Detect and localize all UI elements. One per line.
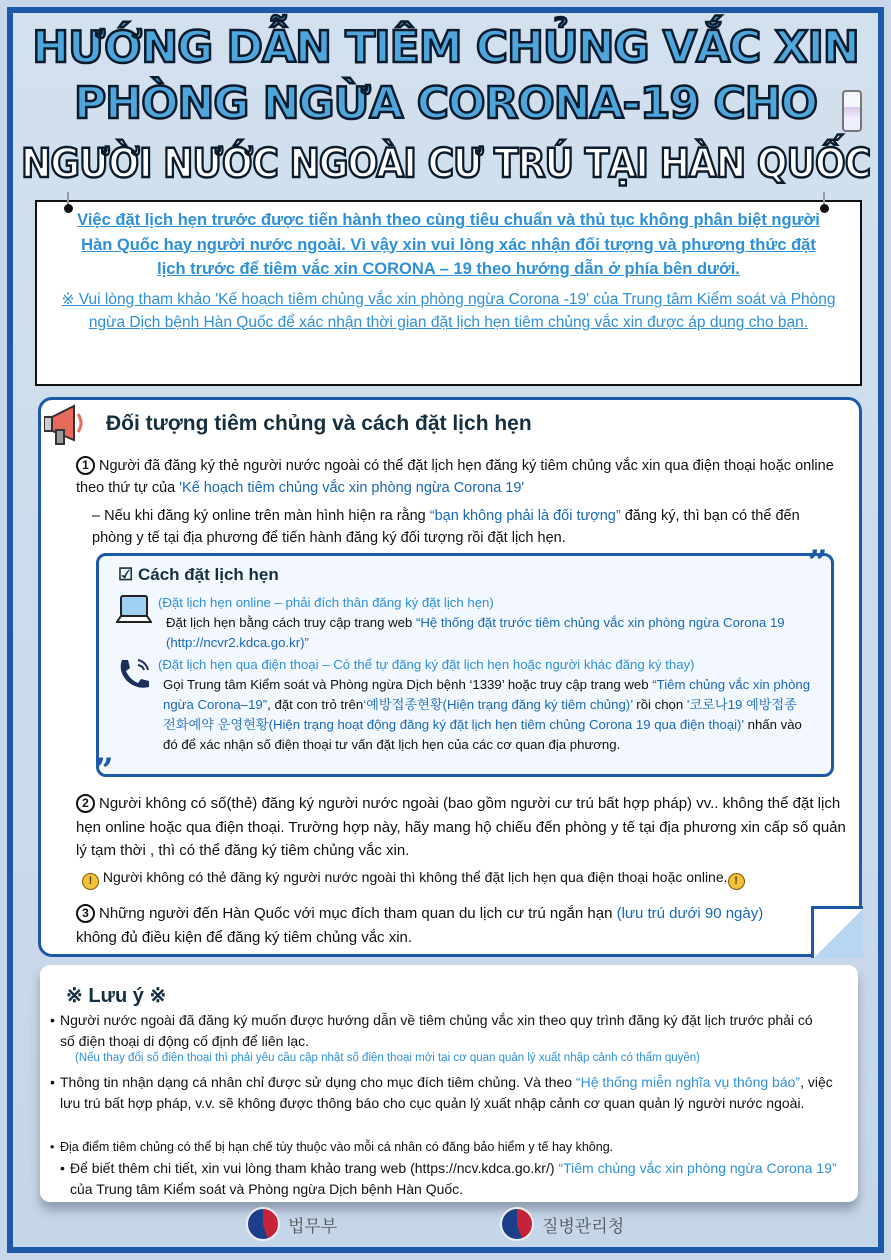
warning-line [82,866,862,890]
ncv-link[interactable]: “Tiêm chủng vắc xin phòng ngừa Corona 19” [558,1160,837,1176]
sub-1-text: – Nếu khi đăng ký online trên màn hình hiện ra rằng [92,508,430,524]
phone-booking-text [163,675,813,755]
logo-2-text: 질병관리청 [542,1216,625,1236]
note-2-text: Thông tin nhận dạng cá nhân chỉ được sử dụng cho mục đích tiêm chủng. Và theo [60,1074,576,1090]
intro-box [35,200,862,386]
intro-main-text: Việc đặt lịch hẹn trước được tiến hành theo cùng tiêu chuẩn và thủ tục không phân biệt người Hàn Quốc hay người nước ngoài. Vì vậy xin vui lòng xác nhận đối tượng và phương thức đặt lịch trước để tiêm vắc xin CORONA – 19 theo hướng dẫn ở phía bên dưới. [77,211,820,278]
note-heading: ※ Lưu ý ※ [66,985,167,1007]
note-2-system: “Hệ thống miễn nghĩa vụ thông báo” [575,1074,801,1090]
taegeuk-icon [246,1207,280,1241]
item-2 [76,792,846,863]
phone-icon [116,656,152,692]
phone-text-3: rồi chọn [632,697,687,712]
booking-methods-heading [118,565,279,585]
title-line-1: HƯỚNG DẪN TIÊM CHỦNG VẮC XIN [32,22,859,73]
vaccine-site-link[interactable]: “Tiêm chủng vắc xin phòng ngừa Corona–19” [163,677,811,712]
phone-booking-title: (Đặt lịch hẹn qua điện thoại – Có thể tự đăng ký đặt lịch hẹn hoặc người khác đăng ký thay) [158,657,695,672]
quote-open-icon: ” [94,751,114,791]
number-badge: 2 [76,794,95,813]
title-line-1-wrap [0,24,891,72]
item-3 [76,902,786,949]
checkbox-icon: ☑ [118,565,134,584]
pin-icon [820,192,828,214]
online-text: Đặt lịch hẹn bằng cách truy cập trang web [166,615,416,630]
item-2-text: Người không có số(thẻ) đăng ký người nước ngoài (bao gồm người cư trú bất hợp pháp) vv.. không thể đặt lịch hẹn online hoặc qua điện thoại. Trường hợp này, hãy mang hộ chiếu đến phòng y tế tại địa phương xin cấp số quản lý tạm thời , thì có thể đăng ký tiêm chủng vắc xin. [76,795,846,859]
warning-icon: ! [82,873,99,890]
vaccine-vial-icon [842,90,862,132]
megaphone-icon [44,400,100,450]
phone-text-4: nhấn vào đó để xác nhận số điện thoại tư vấn đặt lịch hẹn của các cơ quan địa phương. [163,717,802,752]
note-bullet-1-small: (Nếu thay đổi số điện thoại thì phải yêu cầu cập nhật số điện thoại mới tại cơ quan quản lý xuất nhập cảnh có thẩm quyền) [75,1052,700,1064]
item-3-text: Những người đến Hàn Quốc với mục đích tham quan du lịch cư trú ngắn hạn [99,905,617,922]
phone-text: Gọi Trung tâm Kiểm soát và Phòng ngừa Dịch bệnh ‘1339’ hoặc truy cập trang web [163,677,653,692]
page-fold-decoration [811,906,863,958]
number-badge: 3 [76,904,95,923]
item-1 [76,455,836,499]
taegeuk-icon [500,1207,534,1241]
phone-booking-menu-label: '코로나19 예방접종 전화예약 운영현황(Hiện trạng hoạt động đăng ký đặt lịch hẹn tiêm chủng Corona 19 qua điện thoại)' [163,697,797,732]
item-3-text-end: không đủ điều kiện để đăng ký tiêm chủng vắc xin. [76,928,413,946]
online-booking-text [166,613,786,653]
booking-heading-text: Cách đặt lịch hẹn [137,565,279,584]
note-bullet-1: • Người nước ngoài đã đăng ký muốn được hướng dẫn về tiêm chủng vắc xin theo quy trình đăng ký đặt lịch trước phải có số điện thoại di động cố định để liên lạc. [60,1010,830,1052]
section-heading: Đối tượng tiêm chủng và cách đặt lịch hẹn [106,412,532,435]
ministry-justice-logo [246,1207,337,1241]
item-1-text: Người đã đăng ký thẻ người nước ngoài có thể đặt lịch hẹn đăng ký tiêm chủng vắc xin qua điện thoại hoặc online theo thứ tự của [76,458,834,496]
warning-icon: ! [728,873,745,890]
quote-close-icon: ” [808,543,828,583]
note-bullet-4 [70,1158,840,1200]
item-1-plan-link: 'Kế hoạch tiêm chủng vắc xin phòng ngừa Corona 19' [179,480,525,496]
title-line-3: NGƯỜI NƯỚC NGOÀI CƯ TRÚ TẠI HÀN QUỐC [20,141,871,187]
number-badge: 1 [76,456,95,475]
title-line-3-wrap [0,142,891,186]
item-3-stay-note: (lưu trú dưới 90 ngày) [616,905,764,922]
title-line-2-wrap [0,80,891,128]
online-booking-title: (Đặt lịch hẹn online – phải đích thân đăng ký đặt lịch hẹn) [158,595,494,610]
note-2-text-end: , việc lưu trú bất hợp pháp, v.v. sẽ không được thông báo cho cục quản lý xuất nhập cảnh cơ quan quản lý người nước ngoài. [60,1074,833,1111]
ncvr-link[interactable]: “Hệ thống đặt trước tiêm chủng vắc xin phòng ngừa Corona 19 (http://ncvr2.kdca.go.kr)” [166,615,785,650]
note-bullet-3: • Địa điểm tiêm chủng có thể bị hạn chế tùy thuộc vào mỗi cá nhân có đăng bảo hiểm y tế hay không. [60,1137,613,1158]
kdca-logo [500,1207,624,1241]
sub-1-text-end: đăng ký, thì bạn có thể đến phòng y tế tại địa phương để tiến hành đăng ký đối tượng rồi đặt lịch hẹn. [92,508,800,546]
phone-text-2: , đặt con trỏ trên [267,697,364,712]
status-menu-label: ‘예방접종현황(Hiện trạng đăng ký tiêm chủng)’ [363,697,633,712]
note-4-text: Để biết thêm chi tiết, xin vui lòng tham khảo trang web (https://ncv.kdca.go.kr/) [70,1160,559,1176]
sub-item-1 [92,505,832,549]
sub-1-quote: “bạn không phải là đối tượng” [429,508,621,524]
warning-text: Người không có thẻ đăng ký người nước ngoài thì không thể đặt lịch hẹn qua điện thoại hoặc online. [102,869,728,885]
title-line-2: PHÒNG NGỪA CORONA-19 CHO [74,78,817,129]
logo-1-text: 법무부 [288,1216,338,1236]
pin-icon [64,192,72,214]
note-4-text-end: của Trung tâm Kiểm soát và Phòng ngừa Dịch bệnh Hàn Quốc. [70,1181,464,1197]
note-bullet-2 [60,1072,835,1114]
laptop-icon [116,594,152,626]
intro-reference-text: ※ Vui lòng tham khảo 'Kế hoạch tiêm chủng vắc xin phòng ngừa Corona -19' của Trung tâm Kiểm soát và Phòng ngừa Dịch bệnh Hàn Quốc để xác nhận thời gian đặt lịch hẹn tiêm chủng vắc xin được áp dụng cho bạn. [61,290,836,331]
